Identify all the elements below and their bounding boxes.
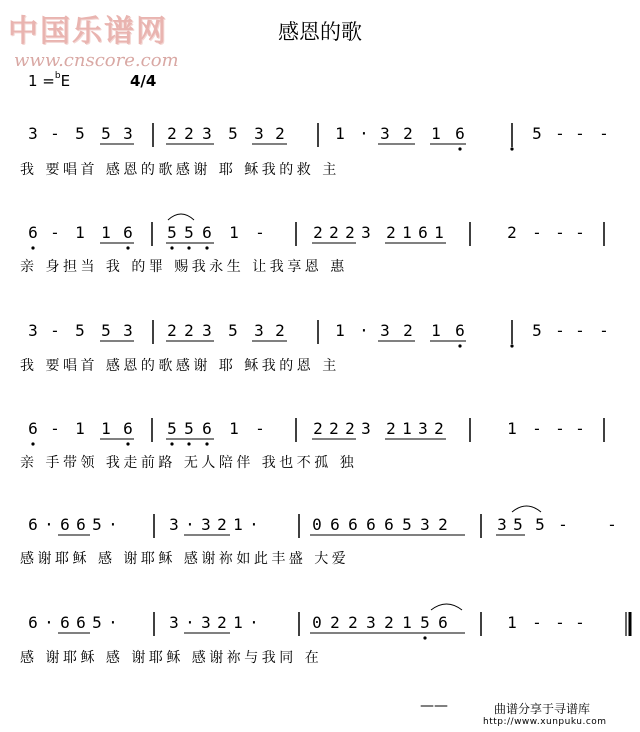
note-token: 3 bbox=[169, 515, 179, 534]
note-token: - bbox=[50, 124, 60, 143]
note-token: 5 bbox=[228, 124, 238, 143]
note-token: 5 bbox=[167, 419, 177, 438]
slur bbox=[512, 506, 541, 512]
note-token: 1 bbox=[75, 223, 85, 242]
note-token: - bbox=[607, 515, 617, 534]
note-token: 6 bbox=[202, 419, 212, 438]
note-token: · bbox=[249, 515, 259, 534]
note-token: 6 bbox=[28, 419, 38, 438]
note-token: 2 bbox=[345, 223, 355, 242]
note-token: 2 bbox=[434, 419, 444, 438]
note-token: 3 bbox=[123, 321, 133, 340]
octave-dot bbox=[126, 442, 129, 445]
note-token: - bbox=[599, 124, 609, 143]
note-token: 2 bbox=[330, 613, 340, 632]
note-token: 5 bbox=[167, 223, 177, 242]
note-token: 2 bbox=[345, 419, 355, 438]
note-token: · bbox=[44, 613, 54, 632]
lyrics-line: 亲 身担当 我 的罪 赐我永生 让我享恩 惠 bbox=[20, 259, 348, 275]
note-token: 1 bbox=[335, 321, 345, 340]
note-token: 2 bbox=[348, 613, 358, 632]
note-token: 1 bbox=[101, 223, 111, 242]
note-token: 3 bbox=[361, 419, 371, 438]
note-token: 2 bbox=[217, 613, 227, 632]
note-token: 0 bbox=[312, 515, 322, 534]
note-token: 6 bbox=[418, 223, 428, 242]
note-token: 5 bbox=[75, 124, 85, 143]
note-token: 3 bbox=[380, 321, 390, 340]
note-token: 3 bbox=[366, 613, 376, 632]
note-token: 6 bbox=[123, 419, 133, 438]
note-token: 5 bbox=[532, 124, 542, 143]
note-token: 6 bbox=[28, 515, 38, 534]
note-token: - bbox=[575, 223, 585, 242]
note-token: 2 bbox=[275, 124, 285, 143]
lyrics-line: 亲 手带领 我走前路 无人陪伴 我也不孤 独 bbox=[20, 455, 358, 471]
octave-dot bbox=[458, 344, 461, 347]
note-token: - bbox=[255, 419, 265, 438]
note-token: 6 bbox=[330, 515, 340, 534]
note-token: 5 bbox=[184, 419, 194, 438]
note-token: 2 bbox=[167, 124, 177, 143]
octave-dot bbox=[31, 246, 34, 249]
note-token: 3 bbox=[201, 515, 211, 534]
octave-dot bbox=[510, 344, 513, 347]
note-token: 3 bbox=[28, 124, 38, 143]
note-token: 3 bbox=[254, 321, 264, 340]
note-token: 3 bbox=[420, 515, 430, 534]
note-token: 1 bbox=[229, 419, 239, 438]
note-token: 2 bbox=[403, 124, 413, 143]
note-token: - bbox=[555, 613, 565, 632]
note-token: 5 bbox=[420, 613, 430, 632]
song-title: 感恩的歌 bbox=[278, 20, 362, 44]
note-token: 2 bbox=[275, 321, 285, 340]
note-token: - bbox=[50, 321, 60, 340]
note-token: 2 bbox=[313, 223, 323, 242]
note-token: 1 bbox=[233, 613, 243, 632]
note-token: - bbox=[532, 613, 542, 632]
note-token: 1 bbox=[434, 223, 444, 242]
note-token: 6 bbox=[76, 613, 86, 632]
note-token: 2 bbox=[403, 321, 413, 340]
time-signature: 4/4 bbox=[130, 72, 157, 90]
note-token: 6 bbox=[202, 223, 212, 242]
note-token: 5 bbox=[101, 124, 111, 143]
octave-dot bbox=[205, 442, 208, 445]
note-token: - bbox=[50, 223, 60, 242]
note-token: 1 bbox=[402, 613, 412, 632]
note-token: 5 bbox=[101, 321, 111, 340]
footer-dash: —— bbox=[420, 698, 448, 714]
note-token: 1 bbox=[233, 515, 243, 534]
footer-credit: 曲谱分享于寻谱库 bbox=[494, 702, 591, 716]
note-token: 6 bbox=[455, 321, 465, 340]
note-token: 5 bbox=[75, 321, 85, 340]
note-token: 3 bbox=[28, 321, 38, 340]
note-token: 1 bbox=[335, 124, 345, 143]
note-token: 6 bbox=[76, 515, 86, 534]
note-token: - bbox=[255, 223, 265, 242]
note-token: 2 bbox=[329, 419, 339, 438]
note-token: - bbox=[555, 223, 565, 242]
octave-dot bbox=[126, 246, 129, 249]
note-token: 0 bbox=[312, 613, 322, 632]
note-token: 1 bbox=[507, 419, 517, 438]
note-token: 1 bbox=[402, 419, 412, 438]
lyrics-line: 我 要唱首 感恩的歌感谢 耶 稣我的恩 主 bbox=[20, 358, 340, 374]
note-token: 2 bbox=[217, 515, 227, 534]
note-token: 3 bbox=[202, 124, 212, 143]
octave-dot bbox=[31, 442, 34, 445]
note-token: · bbox=[108, 613, 118, 632]
note-token: 6 bbox=[438, 613, 448, 632]
lyrics-line: 感谢耶稣 感 谢耶稣 感谢祢如此丰盛 大爱 bbox=[20, 551, 350, 567]
note-token: 5 bbox=[532, 321, 542, 340]
key-prefix: 1 = bbox=[28, 72, 55, 90]
note-token: 3 bbox=[169, 613, 179, 632]
note-token: - bbox=[575, 419, 585, 438]
octave-dot bbox=[187, 246, 190, 249]
note-token: - bbox=[532, 223, 542, 242]
note-token: 5 bbox=[184, 223, 194, 242]
note-token: 1 bbox=[431, 321, 441, 340]
note-token: · bbox=[249, 613, 259, 632]
note-token: - bbox=[50, 419, 60, 438]
note-token: 6 bbox=[28, 223, 38, 242]
note-token: 6 bbox=[384, 515, 394, 534]
note-token: 2 bbox=[438, 515, 448, 534]
note-token: 2 bbox=[184, 124, 194, 143]
octave-dot bbox=[458, 147, 461, 150]
note-token: 5 bbox=[513, 515, 523, 534]
slur bbox=[168, 214, 194, 220]
note-token: · bbox=[44, 515, 54, 534]
note-token: 5 bbox=[228, 321, 238, 340]
lyrics-line: 感 谢耶稣 感 谢耶稣 感谢祢与我同 在 bbox=[20, 650, 323, 666]
note-token: 3 bbox=[123, 124, 133, 143]
note-token: 1 bbox=[431, 124, 441, 143]
note-token: 2 bbox=[386, 223, 396, 242]
note-token: 1 bbox=[75, 419, 85, 438]
note-token: 6 bbox=[28, 613, 38, 632]
note-token: - bbox=[555, 124, 565, 143]
note-token: 1 bbox=[101, 419, 111, 438]
note-token: 3 bbox=[497, 515, 507, 534]
note-token: - bbox=[532, 419, 542, 438]
note-token: · bbox=[359, 321, 369, 340]
note-token: 6 bbox=[60, 613, 70, 632]
note-token: 3 bbox=[202, 321, 212, 340]
note-token: - bbox=[575, 124, 585, 143]
note-token: 2 bbox=[384, 613, 394, 632]
note-token: · bbox=[185, 515, 195, 534]
note-token: 3 bbox=[418, 419, 428, 438]
slur bbox=[431, 604, 462, 610]
note-token: 6 bbox=[455, 124, 465, 143]
note-token: · bbox=[108, 515, 118, 534]
watermark-logo: 中国乐谱网 bbox=[8, 14, 168, 49]
octave-dot bbox=[170, 442, 173, 445]
note-token: - bbox=[575, 321, 585, 340]
note-token: 3 bbox=[380, 124, 390, 143]
note-token: 6 bbox=[348, 515, 358, 534]
octave-dot bbox=[187, 442, 190, 445]
note-token: - bbox=[555, 321, 565, 340]
note-token: 5 bbox=[402, 515, 412, 534]
note-token: · bbox=[359, 124, 369, 143]
octave-dot bbox=[170, 246, 173, 249]
note-token: 2 bbox=[313, 419, 323, 438]
note-token: - bbox=[555, 419, 565, 438]
note-token: 5 bbox=[92, 613, 102, 632]
note-token: 2 bbox=[329, 223, 339, 242]
note-token: 5 bbox=[535, 515, 545, 534]
note-token: - bbox=[575, 613, 585, 632]
key-flat: b bbox=[54, 71, 61, 81]
note-token: 6 bbox=[60, 515, 70, 534]
note-token: 5 bbox=[92, 515, 102, 534]
note-token: 2 bbox=[184, 321, 194, 340]
note-token: 1 bbox=[402, 223, 412, 242]
note-token: 3 bbox=[254, 124, 264, 143]
watermark-url: www.cnscore.com bbox=[14, 50, 179, 71]
note-token: 2 bbox=[167, 321, 177, 340]
note-token: - bbox=[558, 515, 568, 534]
note-token: 6 bbox=[123, 223, 133, 242]
note-token: 6 bbox=[366, 515, 376, 534]
note-token: · bbox=[185, 613, 195, 632]
lyrics-line: 我 要唱首 感恩的歌感谢 耶 稣我的救 主 bbox=[20, 162, 340, 178]
note-token: 3 bbox=[361, 223, 371, 242]
note-token: 2 bbox=[507, 223, 517, 242]
note-token: 3 bbox=[201, 613, 211, 632]
footer-url: http://www.xunpuku.com bbox=[483, 717, 607, 727]
octave-dot bbox=[423, 636, 426, 639]
key-note: E bbox=[60, 72, 71, 90]
octave-dot bbox=[510, 147, 513, 150]
note-token: 1 bbox=[229, 223, 239, 242]
note-token: 2 bbox=[386, 419, 396, 438]
note-token: - bbox=[599, 321, 609, 340]
octave-dot bbox=[205, 246, 208, 249]
note-token: 1 bbox=[507, 613, 517, 632]
